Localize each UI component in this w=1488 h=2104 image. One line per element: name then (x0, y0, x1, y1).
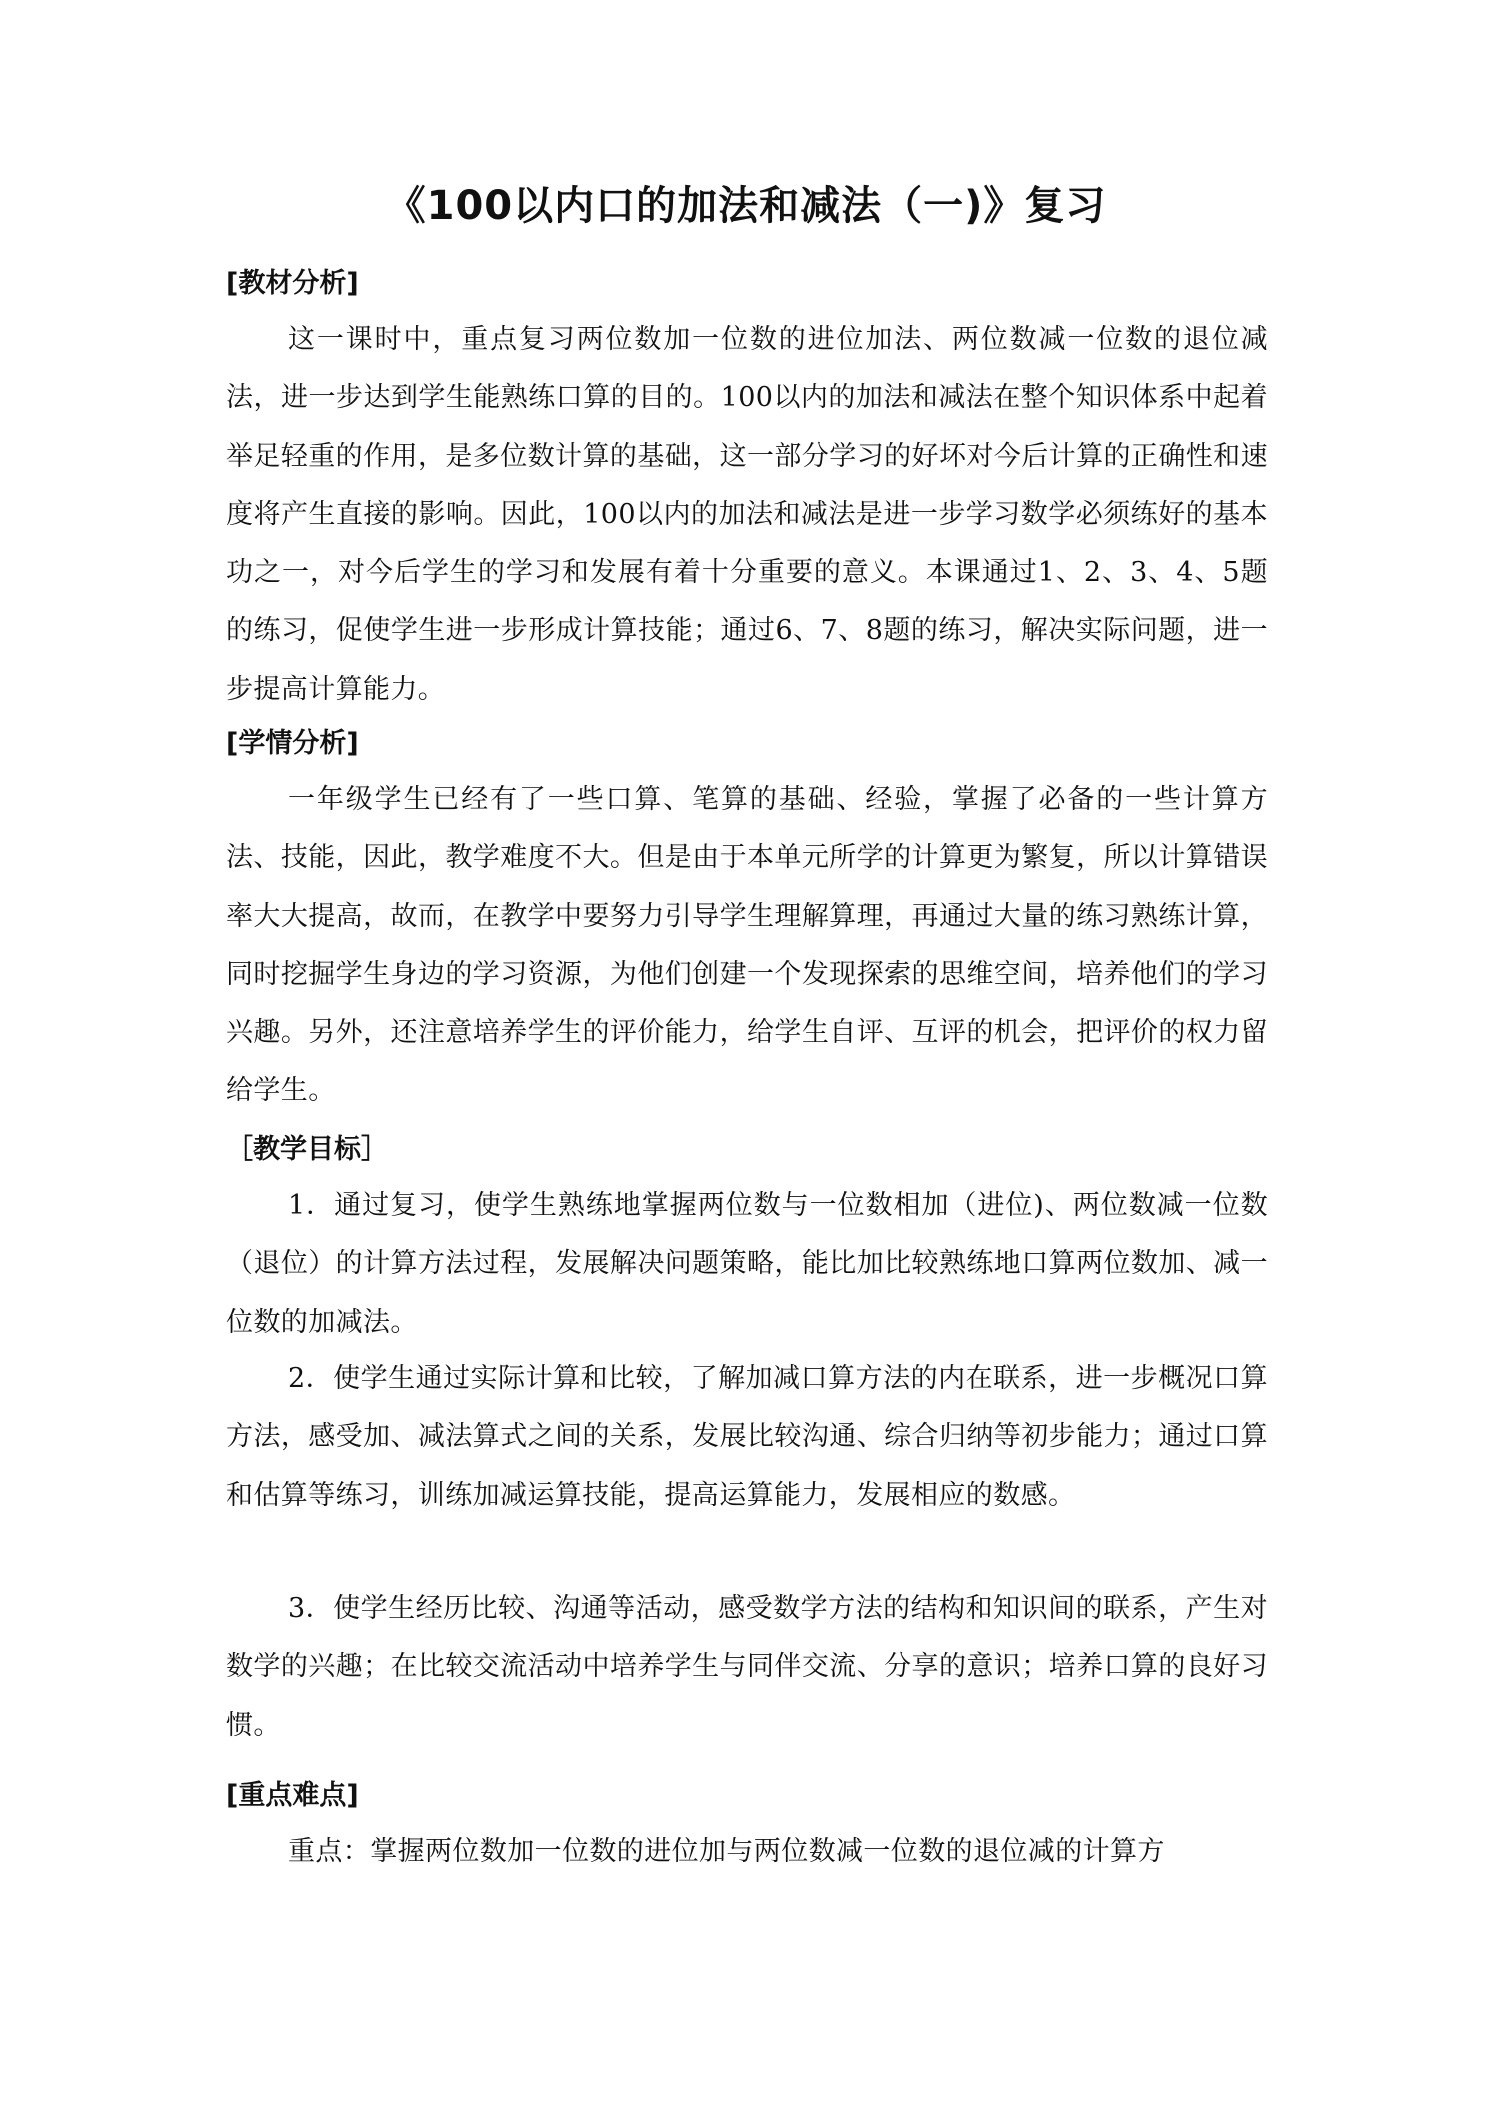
section-heading-students: [学情分析] (226, 728, 359, 759)
section-heading-keypoints: [重点难点] (226, 1780, 359, 1811)
document-title: 《100以内口的加法和减法（一)》复习 (385, 183, 1107, 229)
paragraph-material: 这一课时中，重点复习两位数加一位数的进位加法、两位数减一位数的退位减法，进一步达到学生能熟练口算的目的。100以内的加法和减法在整个知识体系中起着举足轻重的作用，是多位数计算的基础，这一部分学习的好坏对今后计算的正确性和速度将产生直接的影响。因此，100以内的加法和减法是进一步学习数学必须练好的基本功之一，对今后学生的学习和发展有着十分重要的意义。本课通过1、2、3、4、5题的练习，促使学生进一步形成计算技能；通过6、7、8题的练习，解决实际问题，进一步提高计算能力。 (226, 324, 1268, 705)
paragraph-goal-3: 3．使学生经历比较、沟通等活动，感受数学方法的结构和知识间的联系，产生对数学的兴趣；在比较交流活动中培养学生与同伴交流、分享的意识；培养口算的良好习惯。 (226, 1593, 1268, 1741)
section-heading-goals: ［教学目标］ (226, 1134, 388, 1165)
paragraph-goal-2: 2．使学生通过实际计算和比较，了解加减口算方法的内在联系，进一步概况口算方法，感受加、减法算式之间的关系，发展比较沟通、综合归纳等初步能力；通过口算和估算等练习，训练加减运算技能，提高运算能力，发展相应的数感。 (226, 1363, 1268, 1511)
paragraph-goal-1: 1．通过复习，使学生熟练地掌握两位数与一位数相加（进位)、两位数减一位数（退位）的计算方法过程，发展解决问题策略，能比加比较熟练地口算两位数加、减一位数的加减法。 (226, 1190, 1268, 1338)
section-heading-material: [教材分析] (226, 268, 359, 299)
paragraph-students: 一年级学生已经有了一些口算、笔算的基础、经验，掌握了必备的一些计算方法、技能，因此，教学难度不大。但是由于本单元所学的计算更为繁复，所以计算错误率大大提高，故而，在教学中要努力引导学生理解算理，再通过大量的练习熟练计算，同时挖掘学生身边的学习资源，为他们创建一个发现探索的思维空间，培养他们的学习兴趣。另外，还注意培养学生的评价能力，给学生自评、互评的机会，把评价的权力留给学生。 (226, 784, 1268, 1107)
paragraph-keypoints: 重点：掌握两位数加一位数的进位加与两位数减一位数的退位减的计算方 (288, 1836, 1165, 1867)
